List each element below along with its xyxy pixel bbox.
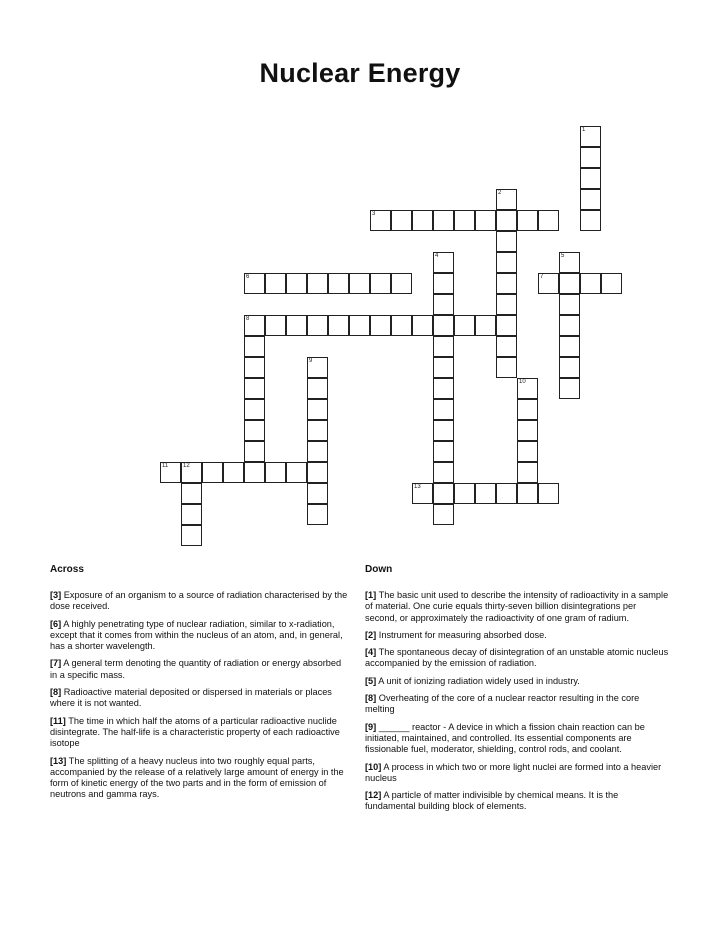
- cell-number: 7: [540, 274, 544, 280]
- grid-cell[interactable]: [517, 462, 538, 483]
- grid-cell[interactable]: [433, 399, 454, 420]
- grid-cell[interactable]: [202, 462, 223, 483]
- grid-cell[interactable]: [433, 504, 454, 525]
- clue-number: [9]: [365, 721, 377, 732]
- grid-cell[interactable]: [412, 483, 433, 504]
- down-clue: [365, 693, 670, 716]
- grid-cell[interactable]: [496, 189, 517, 210]
- grid-cell[interactable]: [538, 210, 559, 231]
- across-heading: Across: [50, 564, 84, 575]
- grid-cell[interactable]: [538, 483, 559, 504]
- grid-cell[interactable]: [244, 462, 265, 483]
- cell-number: 5: [561, 253, 565, 259]
- grid-cell[interactable]: [559, 273, 580, 294]
- cell-number: 10: [519, 379, 526, 385]
- clue-text: The basic unit used to describe the intensity of radioactivity in a sample of material. One curie equals thirty-seven billion disintegrations per second, or approximately the radioactivity of one gram of radium.: [365, 590, 669, 623]
- down-heading: Down: [365, 564, 393, 575]
- clue-number: [8]: [50, 687, 62, 698]
- grid-cell[interactable]: [244, 336, 265, 357]
- grid-cell[interactable]: [580, 210, 601, 231]
- clue-number: [12]: [365, 790, 382, 801]
- grid-cell[interactable]: [307, 357, 328, 378]
- grid-cell[interactable]: [307, 441, 328, 462]
- grid-cell[interactable]: [517, 420, 538, 441]
- down-clue: [365, 790, 670, 813]
- grid-cell[interactable]: [349, 273, 370, 294]
- grid-cell[interactable]: [244, 399, 265, 420]
- grid-cell[interactable]: [307, 273, 328, 294]
- grid-cell[interactable]: [349, 315, 370, 336]
- cell-number: 9: [309, 358, 313, 364]
- grid-cell[interactable]: [559, 294, 580, 315]
- across-clue: [50, 716, 350, 750]
- grid-cell[interactable]: [517, 378, 538, 399]
- grid-cell[interactable]: [496, 231, 517, 252]
- grid-cell[interactable]: [307, 462, 328, 483]
- grid-cell[interactable]: [160, 462, 181, 483]
- grid-cell[interactable]: [454, 210, 475, 231]
- grid-cell[interactable]: [412, 315, 433, 336]
- grid-cell[interactable]: [433, 252, 454, 273]
- grid-cell[interactable]: [244, 378, 265, 399]
- grid-cell[interactable]: [244, 441, 265, 462]
- grid-cell[interactable]: [496, 252, 517, 273]
- grid-cell[interactable]: [496, 483, 517, 504]
- grid-cell[interactable]: [244, 357, 265, 378]
- grid-cell[interactable]: [433, 210, 454, 231]
- grid-cell[interactable]: [412, 210, 433, 231]
- grid-cell[interactable]: [496, 336, 517, 357]
- grid-cell[interactable]: [496, 273, 517, 294]
- grid-cell[interactable]: [265, 315, 286, 336]
- clue-text: The splitting of a heavy nucleus into two roughly equal parts, accompanied by the release of a relatively large amount of energy in the form of kinetic energy of the two parts and in the form of emission of neutrons and gamma rays.: [50, 755, 344, 800]
- cell-number: 3: [372, 211, 376, 217]
- grid-cell[interactable]: [244, 420, 265, 441]
- grid-cell[interactable]: [433, 273, 454, 294]
- grid-cell[interactable]: [181, 462, 202, 483]
- grid-cell[interactable]: [580, 168, 601, 189]
- cell-number: 1: [582, 127, 586, 133]
- grid-cell[interactable]: [580, 189, 601, 210]
- clue-text: A general term denoting the quantity of radiation or energy absorbed in a specific mass.: [50, 658, 342, 680]
- grid-cell[interactable]: [559, 336, 580, 357]
- grid-cell[interactable]: [244, 315, 265, 336]
- grid-cell[interactable]: [244, 273, 265, 294]
- clue-text: Instrument for measuring absorbed dose.: [378, 629, 547, 640]
- clue-number: [2]: [365, 629, 377, 640]
- grid-cell[interactable]: [580, 147, 601, 168]
- grid-cell[interactable]: [559, 315, 580, 336]
- grid-cell[interactable]: [433, 462, 454, 483]
- down-clue: [365, 676, 670, 687]
- clue-number: [8]: [365, 693, 377, 704]
- clue-number: [6]: [50, 618, 62, 629]
- cell-number: 8: [246, 316, 250, 322]
- grid-cell[interactable]: [475, 483, 496, 504]
- grid-cell[interactable]: [433, 378, 454, 399]
- grid-cell[interactable]: [433, 441, 454, 462]
- cell-number: 4: [435, 253, 439, 259]
- grid-cell[interactable]: [496, 357, 517, 378]
- grid-cell[interactable]: [559, 252, 580, 273]
- grid-cell[interactable]: [433, 483, 454, 504]
- clue-number: [1]: [365, 590, 377, 600]
- clue-text: A unit of ionizing radiation widely used in industry.: [378, 675, 580, 686]
- grid-cell[interactable]: [328, 273, 349, 294]
- grid-cell[interactable]: [223, 462, 244, 483]
- grid-cell[interactable]: [496, 210, 517, 231]
- grid-cell[interactable]: [538, 273, 559, 294]
- grid-cell[interactable]: [433, 357, 454, 378]
- grid-cell[interactable]: [517, 483, 538, 504]
- grid-cell[interactable]: [286, 273, 307, 294]
- grid-cell[interactable]: [433, 315, 454, 336]
- grid-cell[interactable]: [286, 462, 307, 483]
- across-clue: [50, 590, 350, 613]
- grid-cell[interactable]: [307, 315, 328, 336]
- grid-cell[interactable]: [559, 378, 580, 399]
- grid-cell[interactable]: [265, 462, 286, 483]
- across-clues: [50, 590, 350, 807]
- across-clue: [50, 687, 350, 710]
- grid-cell[interactable]: [265, 273, 286, 294]
- clue-text: Radioactive material deposited or dispersed in materials or places where it is not wanted.: [50, 687, 332, 709]
- grid-cell[interactable]: [181, 504, 202, 525]
- down-clue: [365, 630, 670, 641]
- cell-number: 12: [183, 463, 190, 469]
- grid-cell[interactable]: [580, 126, 601, 147]
- page-title: Nuclear Energy: [259, 58, 461, 88]
- grid-cell[interactable]: [307, 483, 328, 504]
- across-clue: [50, 756, 350, 801]
- grid-cell[interactable]: [328, 315, 349, 336]
- grid-cell[interactable]: [391, 315, 412, 336]
- down-clue: [365, 647, 670, 670]
- across-clue: [50, 658, 350, 681]
- clue-number: [13]: [50, 755, 67, 766]
- grid-cell[interactable]: [475, 210, 496, 231]
- clue-number: [10]: [365, 761, 382, 772]
- down-clue: [365, 590, 670, 624]
- grid-cell[interactable]: [559, 357, 580, 378]
- clue-text: Exposure of an organism to a source of radiation characterised by the dose received.: [50, 590, 348, 612]
- cell-number: 6: [246, 274, 250, 280]
- grid-cell[interactable]: [517, 441, 538, 462]
- grid-cell[interactable]: [391, 273, 412, 294]
- grid-cell[interactable]: [454, 315, 475, 336]
- grid-cell[interactable]: [517, 210, 538, 231]
- grid-cell[interactable]: [391, 210, 412, 231]
- grid-cell[interactable]: [496, 294, 517, 315]
- grid-cell[interactable]: [517, 399, 538, 420]
- grid-cell[interactable]: [370, 273, 391, 294]
- clue-text: Overheating of the core of a nuclear reactor resulting in the core melting: [365, 693, 640, 715]
- grid-cell[interactable]: [181, 525, 202, 546]
- grid-cell[interactable]: [475, 315, 496, 336]
- grid-cell[interactable]: [433, 420, 454, 441]
- clue-text: A process in which two or more light nuclei are formed into a heavier nucleus: [365, 761, 662, 783]
- clue-text: The time in which half the atoms of a particular radioactive nuclide disintegrate. The half-life is a characteristic property of each radioactive isotope: [50, 715, 340, 749]
- cell-number: 2: [498, 190, 502, 196]
- grid-cell[interactable]: [454, 483, 475, 504]
- clue-text: ______ reactor - A device in which a fission chain reaction can be initiated, maintained, and controlled. Its essential components are fissionable fuel, moderator, shielding, control rods, and coolant.: [365, 721, 645, 755]
- grid-cell[interactable]: [370, 315, 391, 336]
- grid-cell[interactable]: [433, 294, 454, 315]
- grid-cell[interactable]: [496, 315, 517, 336]
- grid-cell[interactable]: [601, 273, 622, 294]
- grid-cell[interactable]: [433, 336, 454, 357]
- clue-text: A particle of matter indivisible by chemical means. It is the fundamental building block of elements.: [365, 790, 619, 812]
- grid-cell[interactable]: [286, 315, 307, 336]
- down-clue: [365, 722, 670, 756]
- clue-number: [4]: [365, 647, 377, 658]
- clue-number: [11]: [50, 715, 66, 726]
- clue-text: The spontaneous decay of disintegration of an unstable atomic nucleus accompanied by the emission of radiation.: [365, 647, 669, 669]
- down-clue: [365, 762, 670, 785]
- clue-number: [5]: [365, 675, 377, 686]
- grid-cell[interactable]: [181, 483, 202, 504]
- grid-cell[interactable]: [307, 378, 328, 399]
- clue-number: [3]: [50, 590, 62, 600]
- down-clues: [365, 590, 670, 819]
- clue-number: [7]: [50, 658, 62, 669]
- clue-text: A highly penetrating type of nuclear radiation, similar to x-radiation, except that it comes from within the nucleus of an atom, and, in general, has a shorter wavelength.: [50, 618, 343, 652]
- grid-cell[interactable]: [370, 210, 391, 231]
- cell-number: 11: [162, 463, 169, 469]
- grid-cell[interactable]: [307, 420, 328, 441]
- grid-cell[interactable]: [307, 504, 328, 525]
- across-clue: [50, 619, 350, 653]
- grid-cell[interactable]: [307, 399, 328, 420]
- cell-number: 13: [414, 484, 421, 490]
- grid-cell[interactable]: [580, 273, 601, 294]
